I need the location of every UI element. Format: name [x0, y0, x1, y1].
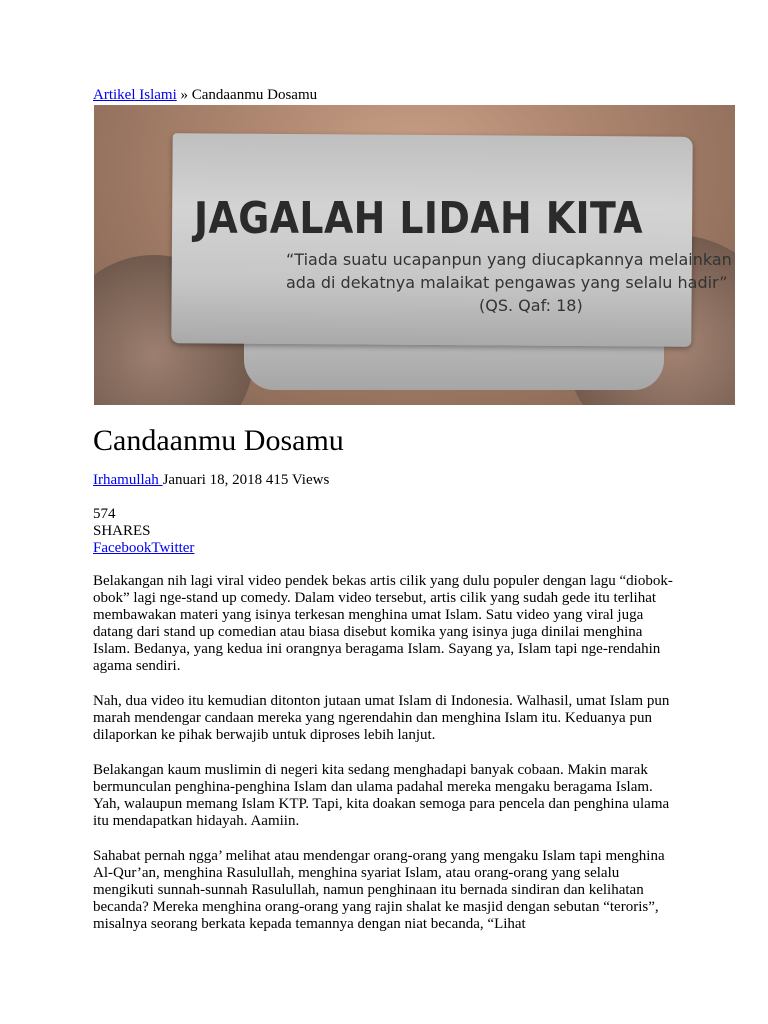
article-paragraph: Nah, dua video itu kemudian ditonton jutaan umat Islam di Indonesia. Walhasil, umat Islam pun marah mendengar candaan mereka yang ngerendahin dan menghina Islam itu. Keduanya pun dilaporkan ke pihak berwajib untuk diproses lebih lanjut.	[93, 693, 670, 743]
article-paragraph: Belakangan nih lagi viral video pendek bekas artis cilik yang dulu populer dengan lagu “diobok-obok” lagi nge-stand up comedy. Dalam video tersebut, artis cilik yang sudah gede itu terlihat membawakan materi yang isinya terkesan menghina umat Islam. Satu video yang viral juga datang dari stand up comedian atau biasa disebut komika yang isinya juga dinilai menghina Islam. Bedanya, yang kedua ini orangnya beragama Islam. Sayang ya, Islam tapi nge-rendahin agama sendiri.	[93, 573, 673, 674]
hero-headline: JAGALAH LIDAH KITA	[194, 193, 643, 244]
share-count: 574	[93, 506, 116, 522]
article-meta	[93, 472, 329, 489]
article-date-views: Januari 18, 2018 415 Views	[162, 472, 330, 488]
author-link[interactable]: Irhamullah	[93, 472, 163, 488]
twitter-share-link[interactable]: Twitter	[151, 540, 195, 556]
hero-quote-line2: ada di dekatnya malaikat pengawas yang selalu hadir”	[286, 273, 728, 292]
share-block	[93, 506, 194, 557]
hero-text-layer	[94, 105, 735, 405]
hero-quote-line1: “Tiada suatu ucapanpun yang diucapkannya melainkan	[286, 250, 732, 269]
article-paragraph: Belakangan kaum muslimin di negeri kita sedang menghadapi banyak cobaan. Makin marak bermunculan penghina-penghina Islam dan ulama padahal mereka mengaku beragama Islam. Yah, walaupun memang Islam KTP. Tapi, kita doakan semoga para pencela dan penghina ulama itu mendapatkan hidayah. Aamiin.	[93, 762, 670, 829]
share-label: SHARES	[93, 523, 151, 539]
breadcrumb-link-artikel-islami[interactable]: Artikel Islami	[93, 87, 177, 103]
article-body	[93, 573, 683, 951]
share-links	[93, 540, 194, 557]
breadcrumb	[93, 86, 317, 104]
breadcrumb-separator: »	[176, 87, 192, 103]
hero-quote-source: (QS. Qaf: 18)	[479, 296, 583, 315]
article-paragraph: Sahabat pernah ngga’ melihat atau mendengar orang-orang yang mengaku Islam tapi menghina Al-Qur’an, menghina Rasulullah, menghina syariat Islam, atau orang-orang yang selalu mengikuti sunnah-sunnah Rasulullah, namun penghinaan itu bernada sindiran dan kelihatan becanda? Mereka menghina orang-orang yang rajin shalat ke masjid dengan sebutan “teroris”, misalnya seorang berkata kepada temannya dengan niat becanda, “Lihat	[93, 848, 665, 932]
hero-image	[94, 105, 735, 405]
breadcrumb-current: Candaanmu Dosamu	[191, 87, 318, 103]
article-title: Candaanmu Dosamu	[93, 424, 344, 457]
facebook-share-link[interactable]: Facebook	[93, 540, 152, 556]
